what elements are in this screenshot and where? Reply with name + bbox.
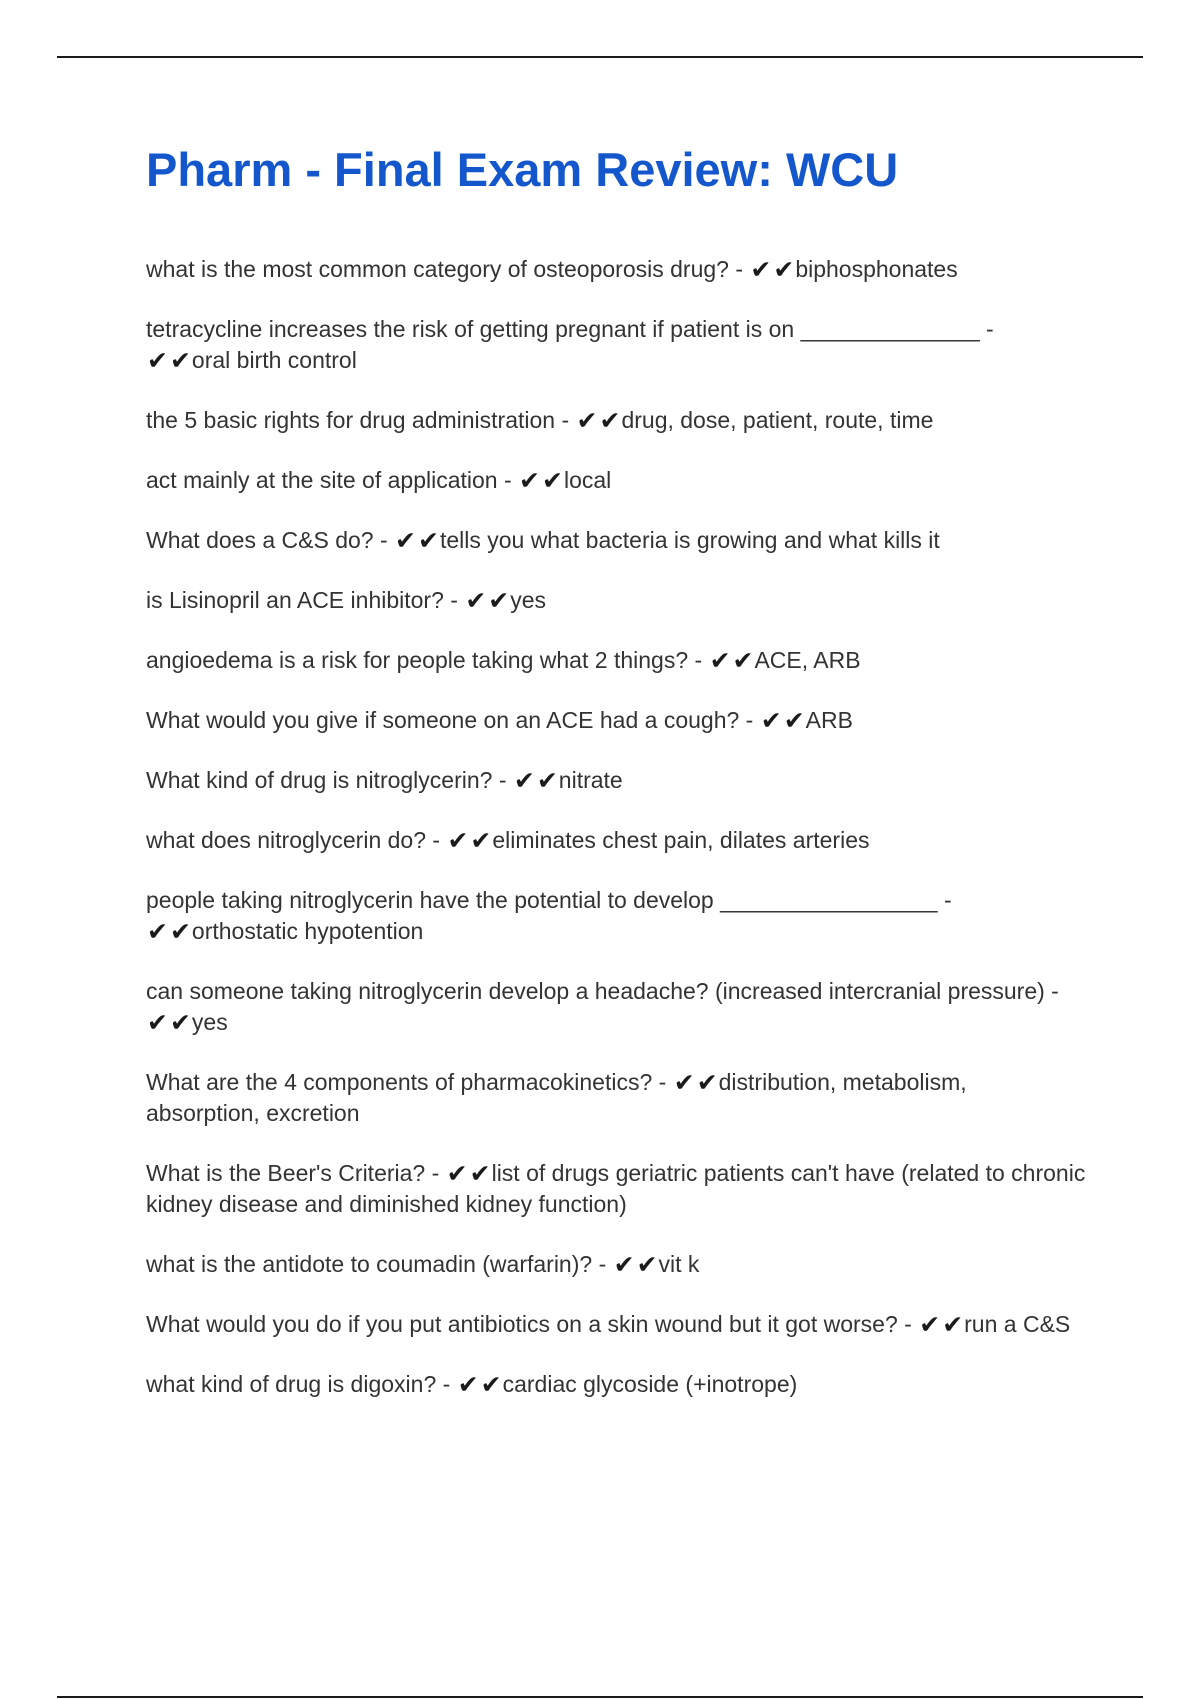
qa-item	[146, 1369, 1086, 1400]
answer-check-icons	[446, 1160, 492, 1186]
answer-text: oral birth control	[191, 347, 357, 373]
answer-check-icons	[749, 256, 795, 282]
check-icon: ✔	[709, 646, 731, 675]
qa-separator: -	[497, 467, 519, 493]
answer-text: ACE, ARB	[754, 647, 861, 673]
answer-check-icons	[760, 707, 806, 733]
qa-separator: -	[688, 647, 709, 673]
question-text: what kind of drug is digoxin?	[146, 1371, 437, 1397]
check-icon: ✔	[750, 255, 772, 284]
answer-text: tells you what bacteria is growing and what kills it	[439, 527, 940, 553]
question-text: what does nitroglycerin do?	[146, 827, 426, 853]
qa-separator: -	[979, 316, 994, 342]
check-icon: ✔	[783, 706, 805, 735]
check-icon: ✔	[773, 255, 795, 284]
check-icon: ✔	[169, 917, 191, 946]
qa-item	[146, 465, 1086, 496]
check-icon: ✔	[942, 1310, 964, 1339]
qa-separator: -	[555, 407, 576, 433]
answer-check-icons	[146, 1009, 192, 1035]
answer-check-icons	[673, 1069, 719, 1095]
answer-check-icons	[513, 767, 559, 793]
answer-check-icons	[709, 647, 755, 673]
answer-text: local	[563, 467, 612, 493]
bottom-rule	[57, 1696, 1143, 1698]
answer-text: biphosphonates	[795, 256, 958, 282]
check-icon: ✔	[147, 346, 168, 375]
document-page	[146, 140, 1086, 1429]
qa-item	[146, 314, 1086, 376]
answer-text: vit k	[658, 1251, 700, 1277]
qa-item	[146, 885, 1086, 947]
qa-list	[146, 254, 1086, 1400]
answer-check-icons	[576, 407, 622, 433]
qa-item	[146, 705, 1086, 736]
qa-separator: -	[443, 587, 465, 613]
qa-item	[146, 254, 1086, 285]
answer-check-icons	[457, 1371, 503, 1397]
qa-item	[146, 765, 1086, 796]
qa-item	[146, 405, 1086, 436]
check-icon: ✔	[169, 1008, 191, 1037]
check-icon: ✔	[470, 826, 492, 855]
answer-text: ARB	[805, 707, 853, 733]
check-icon: ✔	[417, 526, 439, 555]
check-icon: ✔	[636, 1250, 658, 1279]
answer-check-icons	[146, 918, 192, 944]
question-text: What does a C&S do?	[146, 527, 374, 553]
answer-text: yes	[191, 1009, 228, 1035]
answer-check-icons	[918, 1311, 964, 1337]
answer-text: distribution, metabolism, absorption, excretion	[146, 1069, 967, 1126]
qa-separator: -	[592, 1251, 613, 1277]
top-rule	[57, 56, 1143, 58]
answer-check-icons	[464, 587, 510, 613]
answer-text: eliminates chest pain, dilates arteries	[492, 827, 870, 853]
check-icon: ✔	[760, 706, 782, 735]
qa-separator: -	[739, 707, 760, 733]
qa-separator: -	[492, 767, 513, 793]
answer-text: drug, dose, patient, route, time	[621, 407, 934, 433]
check-icon: ✔	[469, 1159, 491, 1188]
check-icon: ✔	[536, 766, 558, 795]
qa-separator: -	[373, 527, 395, 553]
qa-item	[146, 645, 1086, 676]
qa-separator: -	[426, 827, 447, 853]
qa-item	[146, 1158, 1086, 1220]
check-icon: ✔	[542, 466, 563, 495]
qa-separator: -	[436, 1371, 457, 1397]
question-text: What kind of drug is nitroglycerin?	[146, 767, 493, 793]
answer-check-icons	[446, 827, 492, 853]
question-text: What would you give if someone on an ACE had a cough?	[146, 707, 740, 733]
check-icon: ✔	[513, 766, 535, 795]
qa-separator: -	[937, 887, 952, 913]
answer-text: list of drugs geriatric patients can't have (related to chronic kidney disease and diminished kidney function)	[146, 1160, 1086, 1217]
answer-check-icons	[613, 1251, 659, 1277]
check-icon: ✔	[919, 1310, 941, 1339]
question-text: What would you do if you put antibiotics on a skin wound but it got worse?	[146, 1311, 898, 1337]
check-icon: ✔	[446, 1159, 468, 1188]
check-icon: ✔	[480, 1370, 502, 1399]
qa-item	[146, 1067, 1086, 1129]
answer-text: nitrate	[558, 767, 623, 793]
qa-separator: -	[1044, 978, 1059, 1004]
question-text: What are the 4 components of pharmacokinetics?	[146, 1069, 653, 1095]
answer-text: yes	[510, 587, 547, 613]
check-icon: ✔	[732, 646, 754, 675]
check-icon: ✔	[457, 1370, 479, 1399]
check-icon: ✔	[576, 406, 598, 435]
check-icon: ✔	[613, 1250, 635, 1279]
question-text: What is the Beer's Criteria?	[146, 1160, 426, 1186]
question-text: tetracycline increases the risk of getting pregnant if patient is on ______________	[146, 316, 980, 342]
answer-check-icons	[146, 347, 192, 373]
question-text: what is the antidote to coumadin (warfarin)?	[146, 1251, 593, 1277]
question-text: act mainly at the site of application	[146, 467, 498, 493]
answer-check-icons	[394, 527, 440, 553]
qa-item	[146, 976, 1086, 1038]
check-icon: ✔	[169, 346, 191, 375]
answer-text: run a C&S	[964, 1311, 1071, 1337]
qa-item	[146, 525, 1086, 556]
question-text: what is the most common category of osteoporosis drug?	[146, 256, 729, 282]
check-icon: ✔	[395, 526, 416, 555]
check-icon: ✔	[696, 1068, 718, 1097]
check-icon: ✔	[147, 917, 168, 946]
answer-text: cardiac glycoside (+inotrope)	[502, 1371, 798, 1397]
question-text: people taking nitroglycerin have the potential to develop _________________	[146, 887, 938, 913]
answer-check-icons	[518, 467, 564, 493]
check-icon: ✔	[147, 1008, 168, 1037]
document-title: Pharm - Final Exam Review: WCU	[146, 143, 899, 196]
check-icon: ✔	[488, 586, 510, 615]
check-icon: ✔	[465, 586, 487, 615]
question-text: the 5 basic rights for drug administration	[146, 407, 556, 433]
qa-separator: -	[652, 1069, 673, 1095]
answer-text: orthostatic hypotention	[191, 918, 424, 944]
qa-separator: -	[728, 256, 750, 282]
question-text: angioedema is a risk for people taking what 2 things?	[146, 647, 689, 673]
qa-item	[146, 585, 1086, 616]
question-text: can someone taking nitroglycerin develop a headache? (increased intercranial pressure)	[146, 978, 1045, 1004]
qa-separator: -	[425, 1160, 446, 1186]
qa-item	[146, 1249, 1086, 1280]
check-icon: ✔	[519, 466, 540, 495]
question-text: is Lisinopril an ACE inhibitor?	[146, 587, 444, 613]
qa-separator: -	[897, 1311, 919, 1337]
check-icon: ✔	[447, 826, 469, 855]
qa-item	[146, 825, 1086, 856]
qa-item	[146, 1309, 1086, 1340]
check-icon: ✔	[599, 406, 621, 435]
check-icon: ✔	[673, 1068, 695, 1097]
